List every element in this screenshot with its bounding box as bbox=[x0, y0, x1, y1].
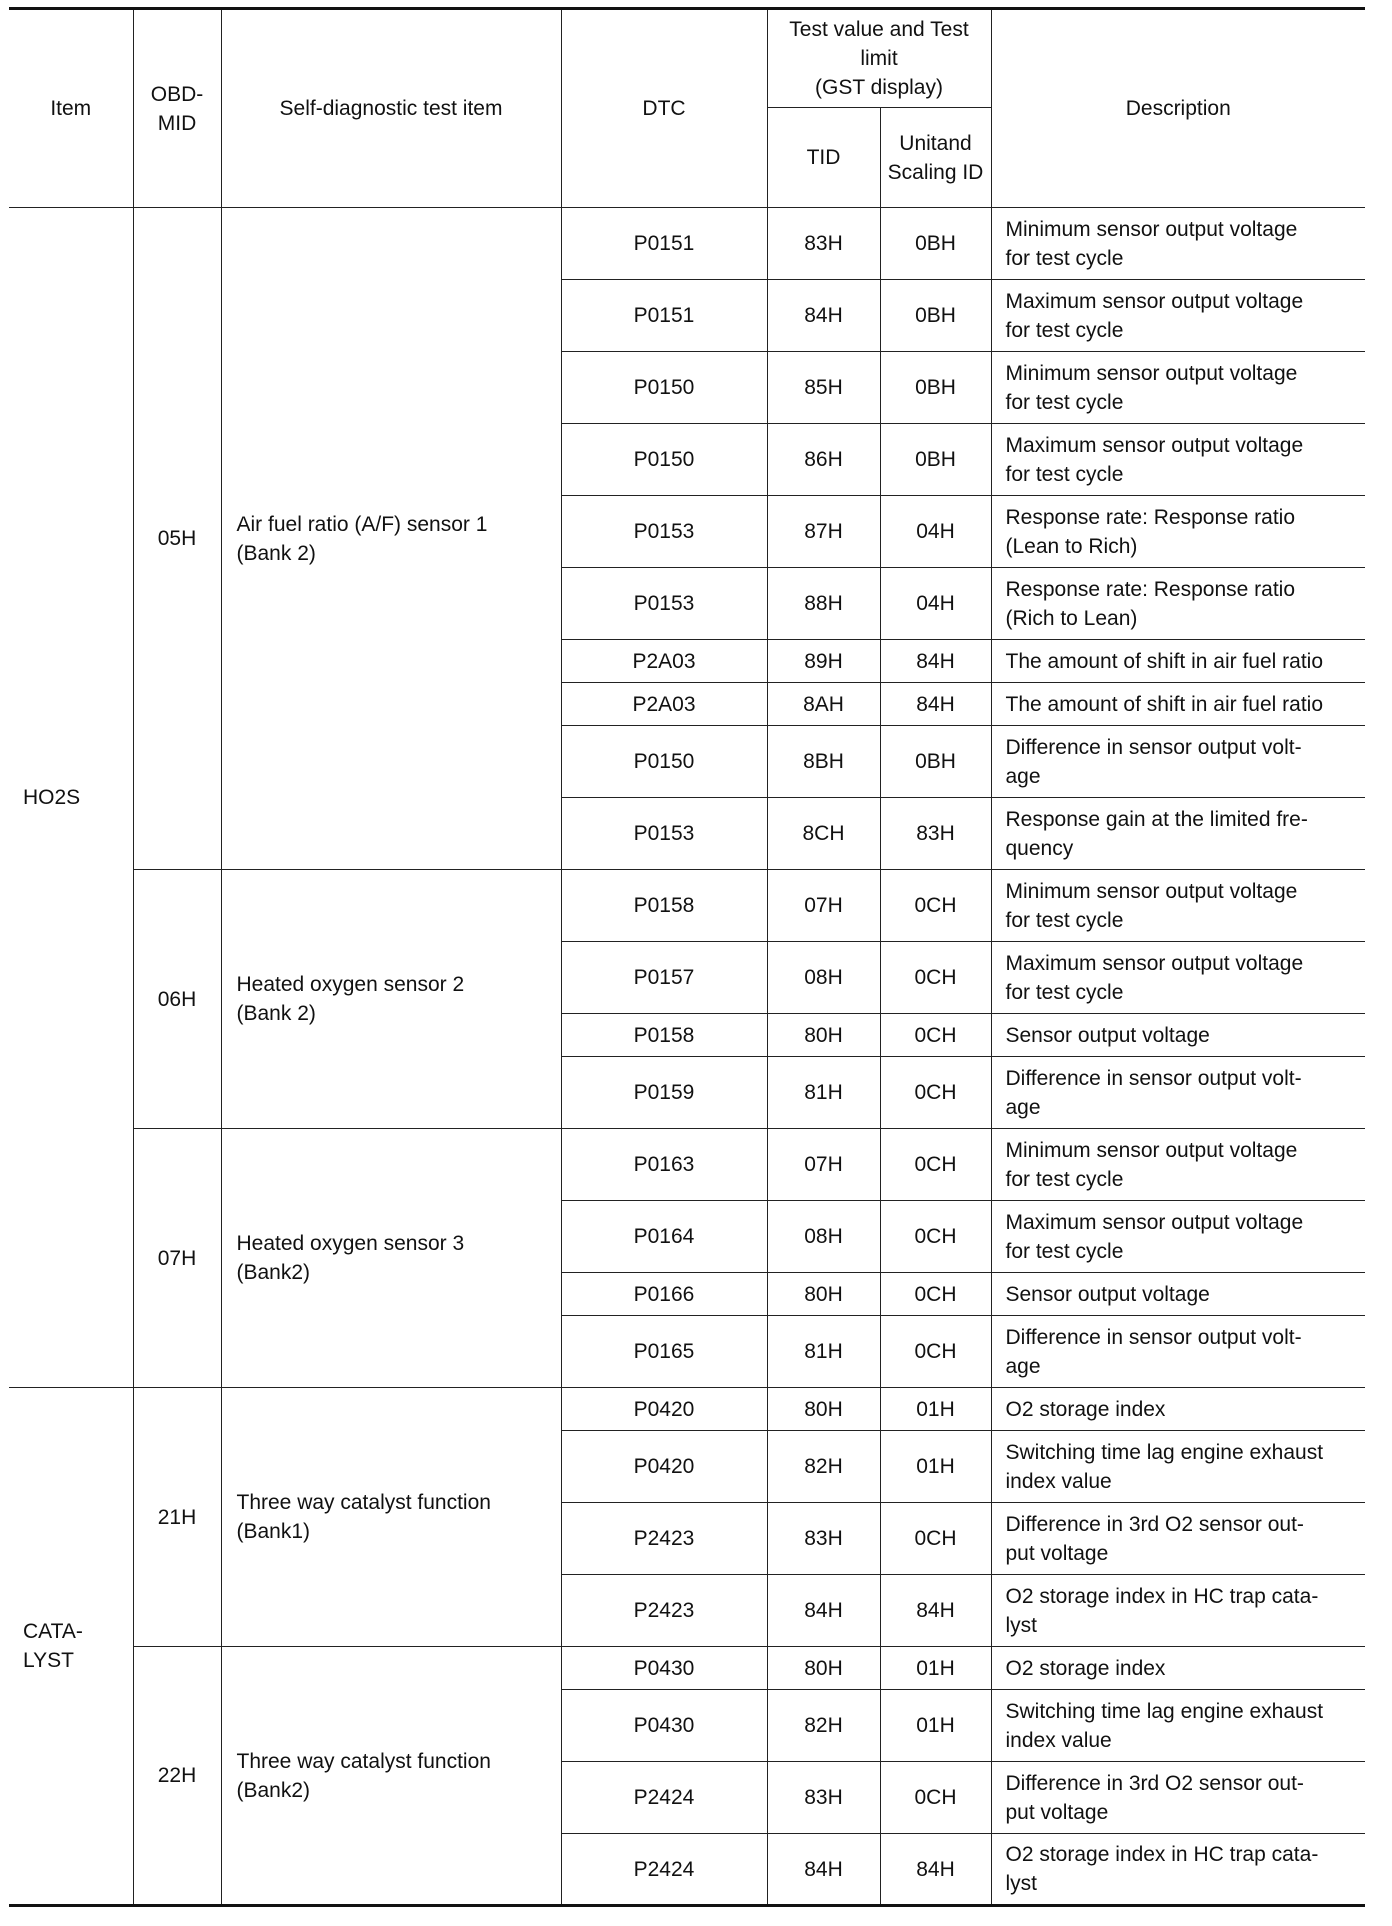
dtc-cell: P0420 bbox=[561, 1388, 767, 1431]
dtc-cell: P0158 bbox=[561, 870, 767, 942]
header-test-value-group: Test value and Test limit (GST display) bbox=[767, 9, 991, 108]
tid-cell: 86H bbox=[767, 424, 880, 496]
dtc-cell: P0150 bbox=[561, 352, 767, 424]
description-cell: Difference in sensor output volt- age bbox=[991, 1316, 1365, 1388]
dtc-cell: P2423 bbox=[561, 1503, 767, 1575]
tid-cell: 80H bbox=[767, 1014, 880, 1057]
unit-scaling-id-cell: 04H bbox=[880, 496, 991, 568]
description-cell: The amount of shift in air fuel ratio bbox=[991, 683, 1365, 726]
description-cell: Response gain at the limited fre- quency bbox=[991, 798, 1365, 870]
self-diagnostic-test-item-cell: Three way catalyst function (Bank1) bbox=[221, 1388, 561, 1647]
item-cell: HO2S bbox=[9, 208, 133, 1388]
table-row bbox=[9, 208, 1365, 280]
description-cell: Sensor output voltage bbox=[991, 1014, 1365, 1057]
tid-cell: 8BH bbox=[767, 726, 880, 798]
unit-scaling-id-cell: 04H bbox=[880, 568, 991, 640]
dtc-cell: P0151 bbox=[561, 208, 767, 280]
tid-cell: 81H bbox=[767, 1057, 880, 1129]
tid-cell: 08H bbox=[767, 942, 880, 1014]
description-cell: Difference in 3rd O2 sensor out- put voltage bbox=[991, 1762, 1365, 1834]
header-tid: TID bbox=[767, 108, 880, 208]
obd-mid-cell: 06H bbox=[133, 870, 221, 1129]
dtc-cell: P0153 bbox=[561, 568, 767, 640]
description-cell: O2 storage index in HC trap cata- lyst bbox=[991, 1575, 1365, 1647]
unit-scaling-id-cell: 0CH bbox=[880, 1762, 991, 1834]
table-row bbox=[9, 870, 1365, 942]
dtc-cell: P2A03 bbox=[561, 683, 767, 726]
tid-cell: 80H bbox=[767, 1273, 880, 1316]
dtc-cell: P0150 bbox=[561, 424, 767, 496]
description-cell: Minimum sensor output voltage for test cycle bbox=[991, 1129, 1365, 1201]
unit-scaling-id-cell: 0CH bbox=[880, 1316, 991, 1388]
table-row bbox=[9, 1129, 1365, 1201]
header-obd-mid: OBD- MID bbox=[133, 9, 221, 208]
dtc-cell: P0153 bbox=[561, 798, 767, 870]
self-diagnostic-test-item-cell: Air fuel ratio (A/F) sensor 1 (Bank 2) bbox=[221, 208, 561, 870]
unit-scaling-id-cell: 84H bbox=[880, 1834, 991, 1906]
obd-mid-cell: 21H bbox=[133, 1388, 221, 1647]
description-cell: Minimum sensor output voltage for test cycle bbox=[991, 352, 1365, 424]
table-row bbox=[9, 1647, 1365, 1690]
unit-scaling-id-cell: 0BH bbox=[880, 424, 991, 496]
dtc-cell: P0158 bbox=[561, 1014, 767, 1057]
dtc-cell: P0164 bbox=[561, 1201, 767, 1273]
dtc-cell: P0150 bbox=[561, 726, 767, 798]
unit-scaling-id-cell: 0BH bbox=[880, 352, 991, 424]
dtc-cell: P2A03 bbox=[561, 640, 767, 683]
self-diagnostic-test-item-cell: Heated oxygen sensor 3 (Bank2) bbox=[221, 1129, 561, 1388]
header-self-diagnostic-test-item: Self-diagnostic test item bbox=[221, 9, 561, 208]
description-cell: Sensor output voltage bbox=[991, 1273, 1365, 1316]
unit-scaling-id-cell: 84H bbox=[880, 640, 991, 683]
description-cell: Switching time lag engine exhaust index value bbox=[991, 1431, 1365, 1503]
tid-cell: 80H bbox=[767, 1388, 880, 1431]
unit-scaling-id-cell: 83H bbox=[880, 798, 991, 870]
tid-cell: 07H bbox=[767, 1129, 880, 1201]
unit-scaling-id-cell: 01H bbox=[880, 1690, 991, 1762]
description-cell: Maximum sensor output voltage for test cycle bbox=[991, 424, 1365, 496]
description-cell: The amount of shift in air fuel ratio bbox=[991, 640, 1365, 683]
description-cell: O2 storage index bbox=[991, 1388, 1365, 1431]
description-cell: Difference in sensor output volt- age bbox=[991, 726, 1365, 798]
description-cell: Response rate: Response ratio (Rich to Lean) bbox=[991, 568, 1365, 640]
description-cell: Response rate: Response ratio (Lean to Rich) bbox=[991, 496, 1365, 568]
tid-cell: 83H bbox=[767, 1762, 880, 1834]
description-cell: Difference in sensor output volt- age bbox=[991, 1057, 1365, 1129]
description-cell: O2 storage index in HC trap cata- lyst bbox=[991, 1834, 1365, 1906]
unit-scaling-id-cell: 0CH bbox=[880, 942, 991, 1014]
description-cell: Difference in 3rd O2 sensor out- put voltage bbox=[991, 1503, 1365, 1575]
header-unit-scaling-id: Unitand Scaling ID bbox=[880, 108, 991, 208]
table-body bbox=[9, 208, 1365, 1906]
tid-cell: 84H bbox=[767, 1834, 880, 1906]
description-cell: O2 storage index bbox=[991, 1647, 1365, 1690]
dtc-cell: P0166 bbox=[561, 1273, 767, 1316]
dtc-cell: P0430 bbox=[561, 1690, 767, 1762]
description-cell: Maximum sensor output voltage for test cycle bbox=[991, 1201, 1365, 1273]
unit-scaling-id-cell: 0CH bbox=[880, 1201, 991, 1273]
unit-scaling-id-cell: 0CH bbox=[880, 1014, 991, 1057]
tid-cell: 82H bbox=[767, 1690, 880, 1762]
unit-scaling-id-cell: 0CH bbox=[880, 870, 991, 942]
dtc-cell: P2424 bbox=[561, 1762, 767, 1834]
tid-cell: 89H bbox=[767, 640, 880, 683]
self-diagnostic-test-item-cell: Heated oxygen sensor 2 (Bank 2) bbox=[221, 870, 561, 1129]
table-row bbox=[9, 1388, 1365, 1431]
tid-cell: 88H bbox=[767, 568, 880, 640]
unit-scaling-id-cell: 84H bbox=[880, 683, 991, 726]
description-cell: Minimum sensor output voltage for test cycle bbox=[991, 208, 1365, 280]
dtc-cell: P2423 bbox=[561, 1575, 767, 1647]
obd-test-table bbox=[9, 7, 1365, 1907]
tid-cell: 8AH bbox=[767, 683, 880, 726]
tid-cell: 82H bbox=[767, 1431, 880, 1503]
dtc-cell: P0163 bbox=[561, 1129, 767, 1201]
tid-cell: 08H bbox=[767, 1201, 880, 1273]
unit-scaling-id-cell: 01H bbox=[880, 1431, 991, 1503]
header-description: Description bbox=[991, 9, 1365, 208]
obd-mid-cell: 07H bbox=[133, 1129, 221, 1388]
obd-test-table-container bbox=[9, 7, 1365, 1907]
dtc-cell: P0153 bbox=[561, 496, 767, 568]
self-diagnostic-test-item-cell: Three way catalyst function (Bank2) bbox=[221, 1647, 561, 1906]
unit-scaling-id-cell: 0CH bbox=[880, 1273, 991, 1316]
unit-scaling-id-cell: 0BH bbox=[880, 208, 991, 280]
tid-cell: 07H bbox=[767, 870, 880, 942]
tid-cell: 84H bbox=[767, 280, 880, 352]
description-cell: Switching time lag engine exhaust index value bbox=[991, 1690, 1365, 1762]
dtc-cell: P0430 bbox=[561, 1647, 767, 1690]
obd-mid-cell: 22H bbox=[133, 1647, 221, 1906]
tid-cell: 8CH bbox=[767, 798, 880, 870]
dtc-cell: P0420 bbox=[561, 1431, 767, 1503]
tid-cell: 84H bbox=[767, 1575, 880, 1647]
header-item: Item bbox=[9, 9, 133, 208]
dtc-cell: P2424 bbox=[561, 1834, 767, 1906]
dtc-cell: P0157 bbox=[561, 942, 767, 1014]
unit-scaling-id-cell: 01H bbox=[880, 1388, 991, 1431]
unit-scaling-id-cell: 0CH bbox=[880, 1129, 991, 1201]
tid-cell: 83H bbox=[767, 1503, 880, 1575]
description-cell: Minimum sensor output voltage for test cycle bbox=[991, 870, 1365, 942]
unit-scaling-id-cell: 84H bbox=[880, 1575, 991, 1647]
dtc-cell: P0151 bbox=[561, 280, 767, 352]
item-cell: CATA- LYST bbox=[9, 1388, 133, 1906]
dtc-cell: P0165 bbox=[561, 1316, 767, 1388]
header-dtc: DTC bbox=[561, 9, 767, 208]
unit-scaling-id-cell: 01H bbox=[880, 1647, 991, 1690]
dtc-cell: P0159 bbox=[561, 1057, 767, 1129]
tid-cell: 83H bbox=[767, 208, 880, 280]
tid-cell: 80H bbox=[767, 1647, 880, 1690]
description-cell: Maximum sensor output voltage for test cycle bbox=[991, 280, 1365, 352]
unit-scaling-id-cell: 0BH bbox=[880, 726, 991, 798]
obd-mid-cell: 05H bbox=[133, 208, 221, 870]
unit-scaling-id-cell: 0BH bbox=[880, 280, 991, 352]
unit-scaling-id-cell: 0CH bbox=[880, 1503, 991, 1575]
tid-cell: 85H bbox=[767, 352, 880, 424]
description-cell: Maximum sensor output voltage for test cycle bbox=[991, 942, 1365, 1014]
unit-scaling-id-cell: 0CH bbox=[880, 1057, 991, 1129]
tid-cell: 81H bbox=[767, 1316, 880, 1388]
tid-cell: 87H bbox=[767, 496, 880, 568]
